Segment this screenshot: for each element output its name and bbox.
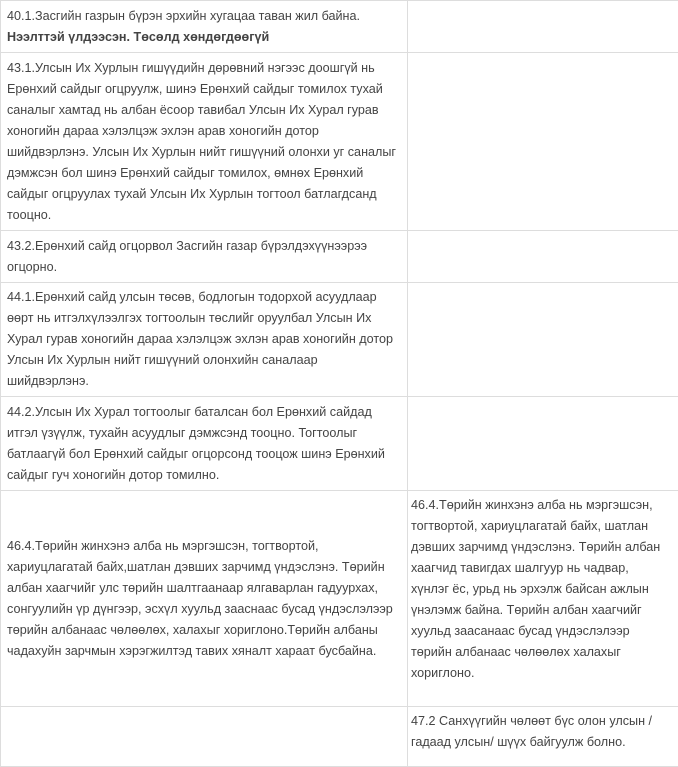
table-row <box>1 231 678 283</box>
table-row <box>1 53 678 231</box>
table-cell-right <box>408 1 678 53</box>
table-cell-right: 47.2 Санхүүгийн чөлөөт бүс олон улсын / гадаад улсын/ шүүх байгуулж болно. <box>408 707 678 767</box>
table-row <box>1 707 678 767</box>
table-cell-right <box>408 397 678 491</box>
article-paragraph: 44.1.Ерөнхий сайд улсын төсөв, бодлогын тодорхой асуудлаар өөрт нь итгэлхүлээлгэх тогтоолын төслийг оруулбал Улсын Их Хурал гурав хоногийн дараа хэлэлцэж эхлэн арав хоногийн дотор Улсын Их Хурлын нийт гишүүний олонхийн саналаар шийдвэрлэнэ. <box>7 287 401 392</box>
article-paragraph: 43.1.Улсын Их Хурлын гишүүдийн дөрөвний нэгээс доошгүй нь Ерөнхий сайдыг огцруулж, шинэ Ерөнхий сайдыг томилох тухай саналыг хамтад нь албан ёсоор тавибал Улсын Их Хурал гурав хоногийн дараа хэлэлцэж эхлэн арав хоногийн дотор шийдвэрлэнэ. Улсын Их Хурлын нийт гишүүний олонхи уг саналыг дэмжсэн бол шинэ Ерөнхий сайдыг томилох, өмнөх Ерөнхий сайдыг огцруулах тухай Улсын Их Хурлын тогтоол батлагдсанд тооцно. <box>7 58 401 226</box>
table-cell-right: 46.4.Төрийн жинхэнэ алба нь мэргэшсэн, тогтвортой, хариуцлагатай байх, шатлан дэвших зарчимд үндэслэнэ. Төрийн албан хаагчид тавигдах шалгуур нь чадвар, хүнлэг ёс, урьд нь эрхэлж байсан ажлын үнэлэмж байна. Төрийн албан хаагчийг хуульд заасанаас бусад үндэслэлээр төрийн албанаас чөлөөлөх халахыг хориглоно. <box>408 491 678 707</box>
table-cell-left <box>1 491 408 707</box>
table-row <box>1 1 678 53</box>
article-paragraph: 43.2.Ерөнхий сайд огцорвол Засгийн газар бүрэлдэхүүнээрээ огцорно. <box>7 236 401 278</box>
article-paragraph: 46.4.Төрийн жинхэнэ алба нь мэргэшсэн, тогтвортой, хариуцлагатай байх,шатлан дэвших зарчимд үндэслэнэ. Төрийн албан хаагчийг улс төрийн шалтгаанаар ялгаварлан гадуурхах, сонгуулийн үр дүнгээр, эсхүл хуульд зааснаас бусад үндэслэлээр төрийн албанаас чөлөөлөх, халахыг хориглоно.Төрийн албаны чадахуйн зарчмын хэрэгжилтэд тавих хяналт хараат бусбайна. <box>7 536 401 662</box>
table-row <box>1 491 678 707</box>
table-cell-right <box>408 53 678 231</box>
table-cell-left <box>1 53 408 231</box>
table-cell-left <box>1 231 408 283</box>
table-cell-left <box>1 283 408 397</box>
table-cell-left <box>1 707 408 767</box>
table-cell-left <box>1 397 408 491</box>
table-cell-right <box>408 231 678 283</box>
table-row <box>1 283 678 397</box>
article-paragraph: 44.2.Улсын Их Хурал тогтоолыг баталсан бол Ерөнхий сайдад итгэл үзүүлж, тухайн асуудлыг дэмжсэнд тооцно. Тогтоолыг батлаагүй бол Ерөнхий сайдыг огцорсонд тооцож шинэ Ерөнхий сайдыг гуч хоногийн дотор томилно. <box>7 402 401 486</box>
article-note: Нээлттэй үлдээсэн. Төсөлд хөндөгдөөгүй <box>7 27 401 48</box>
table-row <box>1 397 678 491</box>
article-paragraph: 40.1.Засгийн газрын бүрэн эрхийн хугацаа таван жил байна. <box>7 6 401 27</box>
table-cell-right <box>408 283 678 397</box>
table-cell-left <box>1 1 408 53</box>
